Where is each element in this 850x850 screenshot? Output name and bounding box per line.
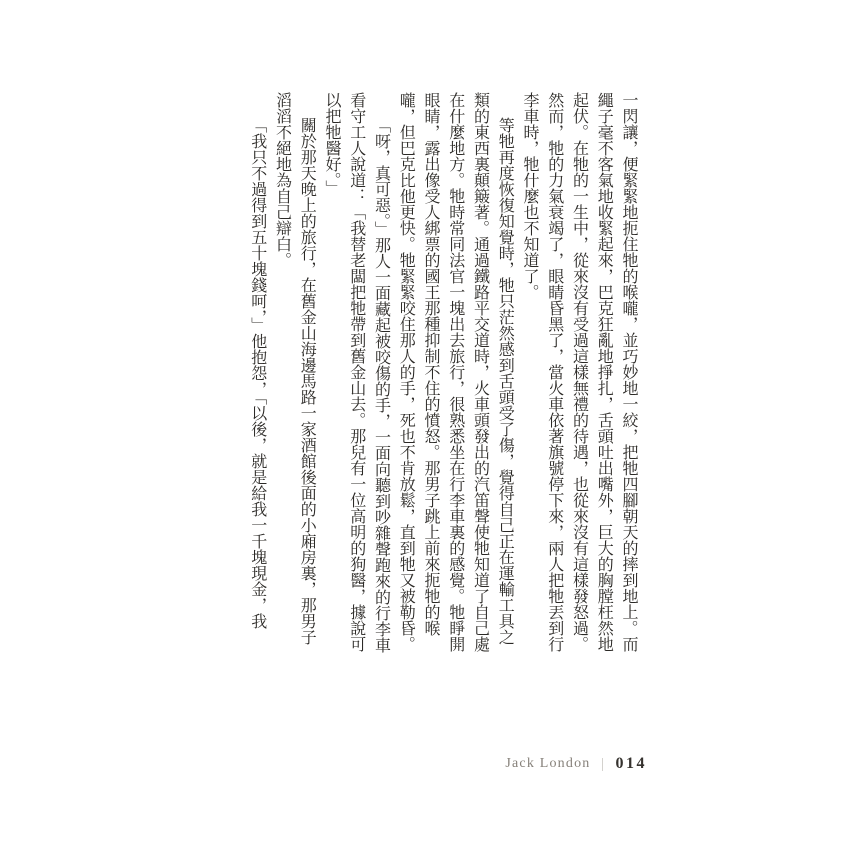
paragraph: 「呀，真可惡。」那人一面藏起被咬傷的手，一面向聽到吵雜聲跑來的行李車看守工人說道：「我替老闆把牠帶到舊金山去。那兒有一位高明的狗醫，據說可以把牠醫好。」 — [323, 92, 390, 653]
body-text — [244, 92, 640, 653]
footer-page-number: 014 — [615, 755, 647, 772]
paragraph: 「我只不過得到五十塊錢呵，」他抱怨，「以後，就是給我一千塊現金，我 — [248, 117, 266, 629]
page-footer — [505, 754, 647, 774]
paragraph: 等牠再度恢復知覺時，牠只茫然感到舌頭受了傷，覺得自己正在運輸工具之類的東西裏顛簸著。通過鐵路平交道時，火車頭發出的汽笛聲使牠知道了自己處在什麼地方。牠時常同法官一塊出去旅行，很熟悉坐在行李車裏的感覺。牠睜開眼睛，露出像受人綁票的國王那種抑制不住的憤怒。那男子跳上前來扼牠的喉嚨，但巴克比他更快。牠緊緊咬住那人的手，死也不肯放鬆，直到牠又被勒昏。 — [397, 92, 514, 652]
paragraph: 關於那天晚上的旅行，在舊金山海邊馬路一家酒館後面的小廂房裏，那男子滔滔不絕地為自己辯白。 — [273, 92, 316, 645]
paragraph: 一閃讓，便緊緊地扼住牠的喉嚨，並巧妙地一絞，把牠四腳朝天的摔到地上。而繩子毫不客氣地收緊起來，巴克狂亂地掙扎，舌頭吐出嘴外，巨大的胸膛枉然地起伏。在牠的一生中，從來沒有受過這樣無禮的待遇，也從來沒有這樣發怒過。然而，牠的力氣衰竭了，眼睛昏黑了，當火車依著旗號停下來，兩人把牠丟到行李車時，牠什麼也不知道了。 — [521, 92, 637, 652]
footer-divider: | — [601, 755, 605, 772]
footer-author-name: Jack London — [505, 756, 591, 771]
